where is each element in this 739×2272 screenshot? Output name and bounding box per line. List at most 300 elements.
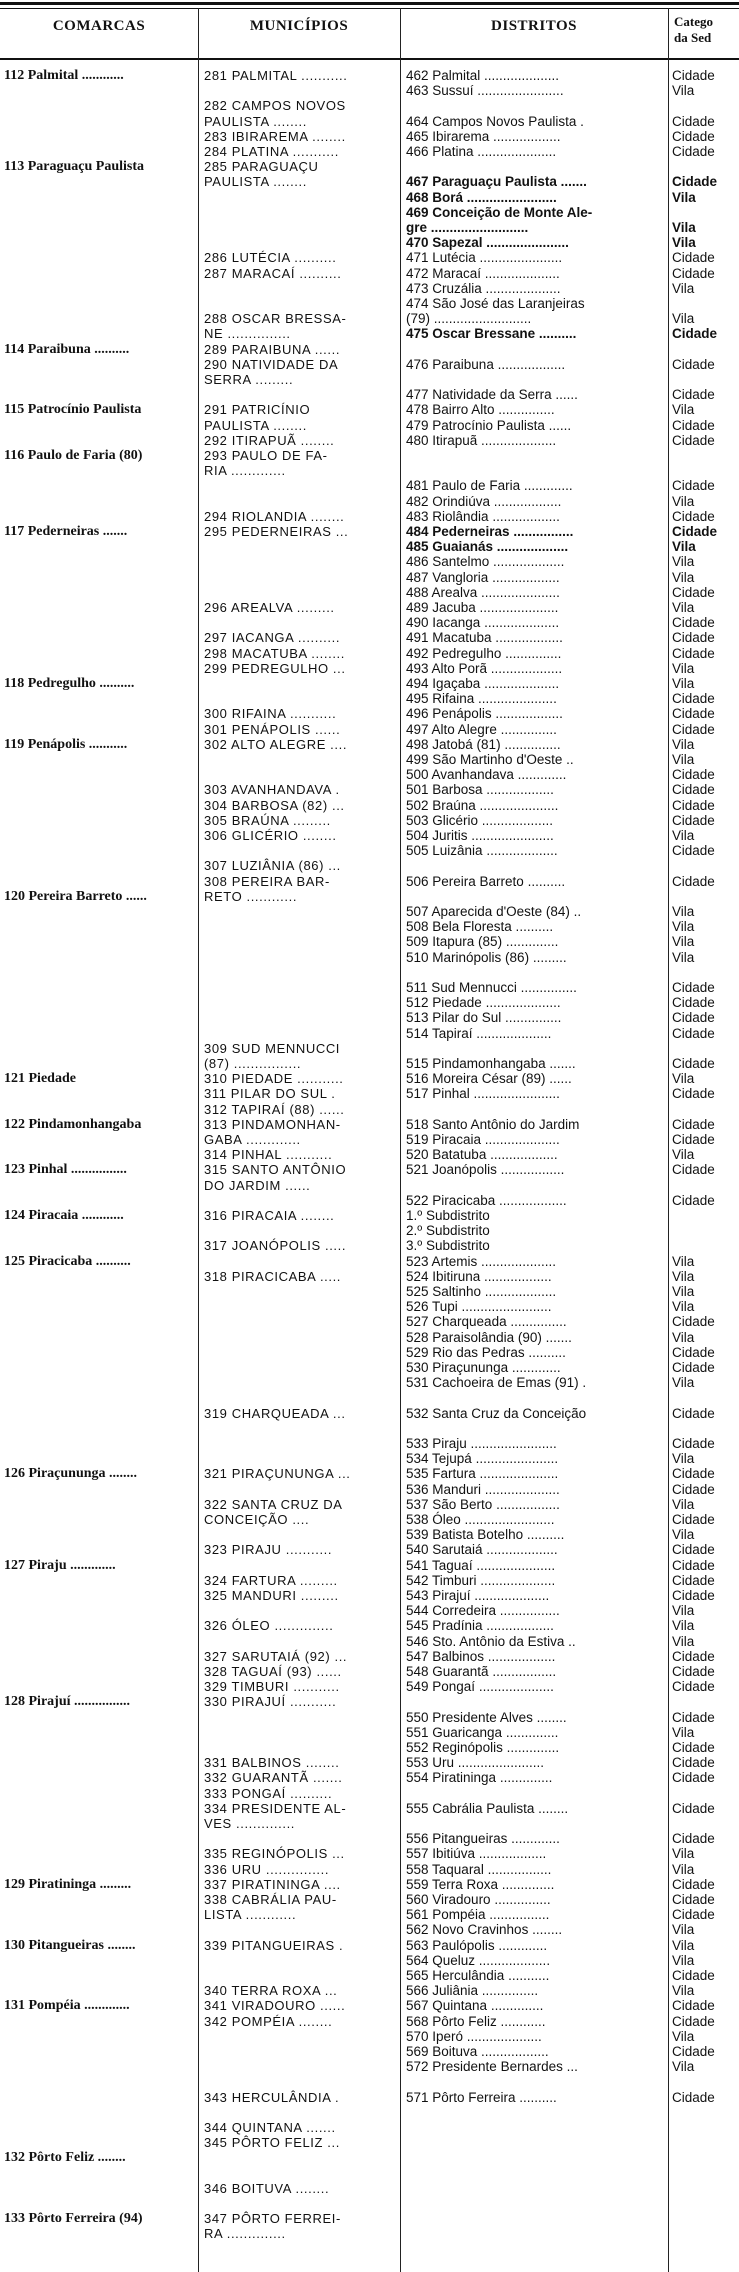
distrito-entry: 520 Batatuba .................. <box>406 1147 558 1163</box>
distrito-entry: 541 Taguaí ..................... <box>406 1557 556 1573</box>
distrito-entry: 542 Timburi .................... <box>406 1572 556 1588</box>
distrito-entry: 518 Santo Antônio do Jardim <box>406 1116 580 1132</box>
distrito-entry: 528 Paraisolândia (90) ....... <box>406 1329 572 1345</box>
categoria-entry: Cidade <box>672 1572 715 1588</box>
distrito-entry: 488 Arealva ..................... <box>406 584 560 600</box>
categoria-entry: Cidade <box>672 1132 715 1147</box>
comarca-entry: 130 Pitangueiras ........ <box>4 1937 136 1953</box>
municipio-entry: 334 PRESIDENTE AL- <box>204 1800 347 1816</box>
distrito-entry: 555 Cabrália Paulista ........ <box>406 1800 569 1816</box>
categoria-entry: Cidade <box>672 1800 715 1816</box>
distrito-entry: 465 Ibirarema .................. <box>406 128 561 144</box>
categoria-entry: Cidade <box>672 174 718 190</box>
distrito-entry: 527 Charqueada ............... <box>406 1314 567 1330</box>
municipio-entry: 303 AVANHANDAVA . <box>204 782 340 798</box>
comarca-entry: 133 Pôrto Ferreira (94) <box>4 2211 143 2227</box>
categoria-entry: Cidade <box>672 265 715 281</box>
categoria-entry: Vila <box>672 493 695 509</box>
categoria-entry: Vila <box>672 949 695 965</box>
categoria-entry: Cidade <box>672 812 715 828</box>
categoria-entry: Cidade <box>672 1968 715 1983</box>
column-divider <box>668 8 669 2272</box>
categoria-entry: Cidade <box>672 1086 715 1102</box>
categoria-entry: Vila <box>672 904 695 919</box>
distrito-entry: 531 Cachoeira de Emas (91) . <box>406 1375 587 1391</box>
header-categoria <box>674 14 739 46</box>
top-rule <box>0 2 739 5</box>
distrito-entry: 545 Pradínia .................. <box>406 1618 554 1634</box>
comarca-entry: 119 Penápolis ........... <box>4 736 128 752</box>
categoria-entry: Vila <box>672 1603 695 1619</box>
distrito-entry: 556 Pitangueiras ............. <box>406 1831 560 1847</box>
municipio-entry: 284 PLATINA ........... <box>204 144 339 159</box>
categoria-entry: Cidade <box>672 1314 715 1330</box>
categoria-entry: Cidade <box>672 417 715 433</box>
municipio-entry: 294 RIOLANDIA ........ <box>204 508 345 524</box>
categoria-entry: Cidade <box>672 843 715 859</box>
municipio-entry: 347 PÔRTO FERREI- <box>204 2211 341 2227</box>
categoria-entry: Cidade <box>672 508 715 524</box>
municipio-entry: (87) ................ <box>204 1056 302 1071</box>
municipio-entry: 341 VIRADOURO ...... <box>204 1998 346 2014</box>
distrito-entry: 485 Guaianás ................... <box>406 539 569 555</box>
municipio-entry: 295 PEDERNEIRAS ... <box>204 524 349 539</box>
comarca-entry: 113 Paraguaçu Paulista <box>4 159 145 175</box>
categoria-entry: Vila <box>672 1937 695 1953</box>
distrito-entry: 490 Iacanga .................... <box>406 615 560 631</box>
categoria-entry: Cidade <box>672 1709 715 1725</box>
categoria-entry: Vila <box>672 235 696 251</box>
municipio-entry: 282 CAMPOS NOVOS <box>204 98 346 114</box>
distrito-entry: 538 Óleo ........................ <box>406 1512 555 1527</box>
distrito-entry: 491 Macatuba .................. <box>406 630 563 646</box>
categoria-entry: Vila <box>672 1861 695 1877</box>
municipio-entry: DO JARDIM ...... <box>204 1177 311 1193</box>
municipio-entry: 333 PONGAÍ .......... <box>204 1785 333 1801</box>
distrito-entry: 1.º Subdistrito <box>406 1208 490 1223</box>
municipio-entry: 345 PÔRTO FELIZ ... <box>204 2135 340 2151</box>
municipio-entry: LISTA ............ <box>204 1907 297 1923</box>
categoria-entry: Cidade <box>672 995 715 1011</box>
distrito-entry: 492 Pedregulho ............... <box>406 645 562 661</box>
distrito-entry: 493 Alto Porã ................... <box>406 660 563 676</box>
distrito-entry: 566 Juliânia ............... <box>406 1983 539 1999</box>
categoria-entry: Vila <box>672 1922 695 1938</box>
distrito-entry: 474 São José das Laranjeiras <box>406 296 585 311</box>
municipio-entry: 311 PILAR DO SUL . <box>204 1086 336 1102</box>
comarca-entry: 121 Piedade <box>4 1071 76 1087</box>
municipio-entry: 285 PARAGUAÇU <box>204 159 319 175</box>
distrito-entry: 533 Piraju ....................... <box>406 1436 557 1451</box>
categoria-entry: Vila <box>672 1983 695 1999</box>
distrito-entry: 557 Ibitiúva .................. <box>406 1846 547 1862</box>
distrito-entry: 549 Pongaí .................... <box>406 1679 554 1695</box>
distrito-entry: 517 Pinhal ....................... <box>406 1086 560 1102</box>
distrito-entry: 497 Alto Alegre ............... <box>406 721 557 737</box>
categoria-entry: Cidade <box>672 2089 715 2105</box>
municipio-entry: 342 POMPÉIA ........ <box>204 2013 333 2029</box>
categoria-entry: Vila <box>672 569 695 585</box>
comarca-entry: 120 Pereira Barreto ...... <box>4 888 147 904</box>
municipio-entry: PAULISTA ........ <box>204 113 307 129</box>
distrito-entry: 512 Piedade .................... <box>406 995 561 1011</box>
categoria-entry: Cidade <box>672 128 715 144</box>
distrito-entry: 554 Piratininga .............. <box>406 1770 553 1786</box>
municipio-entry: 290 NATIVIDADE DA <box>204 356 339 372</box>
distrito-entry: 558 Taquaral ................. <box>406 1861 552 1877</box>
categoria-entry: Vila <box>672 1147 695 1163</box>
municipio-entry: 305 BRAÚNA ......... <box>204 812 331 828</box>
distrito-entry: 563 Paulópolis ............. <box>406 1937 548 1953</box>
categoria-entry: Vila <box>672 402 695 418</box>
comarca-entry: 128 Pirajuí ................ <box>4 1694 130 1710</box>
categoria-entry: Vila <box>672 676 695 691</box>
municipio-entry: 323 PIRAJU ........... <box>204 1542 333 1558</box>
categoria-entry: Cidade <box>672 1360 715 1375</box>
municipio-entry: 337 PIRATININGA .... <box>204 1876 341 1892</box>
municipio-entry: VES .............. <box>204 1816 295 1831</box>
municipio-entry: 322 SANTA CRUZ DA <box>204 1496 343 1512</box>
categoria-entry: Cidade <box>672 387 715 403</box>
categoria-entry: Cidade <box>672 1892 715 1907</box>
header-categoria-line1: Catego <box>674 14 713 29</box>
distrito-entry: (79) .......................... <box>406 311 532 327</box>
comarca-entry: 118 Pedregulho .......... <box>4 676 135 691</box>
categoria-entry: Cidade <box>672 1466 715 1482</box>
categoria-entry: Cidade <box>672 1998 715 2014</box>
municipio-entry: 325 MANDURI ......... <box>204 1588 339 1603</box>
comarca-entry: 115 Patrocínio Paulista <box>4 402 142 418</box>
distrito-entry: 521 Joanópolis ................. <box>406 1162 565 1178</box>
distrito-entry: 466 Platina ..................... <box>406 144 557 159</box>
distrito-entry: 530 Piraçununga ............. <box>406 1360 561 1375</box>
categoria-entry: Cidade <box>672 1740 715 1755</box>
categoria-entry: Vila <box>672 220 696 235</box>
distrito-entry: 572 Presidente Bernardes ... <box>406 2059 578 2075</box>
distrito-entry: 475 Oscar Bressane .......... <box>406 326 577 342</box>
categoria-entry: Cidade <box>672 1770 715 1786</box>
distrito-entry: 570 Iperó .................... <box>406 2028 542 2044</box>
municipio-entry: 316 PIRACAIA ........ <box>204 1208 335 1223</box>
distrito-entry: 483 Riolândia .................. <box>406 508 560 524</box>
distrito-entry: 562 Novo Cravinhos ........ <box>406 1922 563 1938</box>
categoria-entry: Cidade <box>672 1010 715 1026</box>
header-categoria-line2: da Sed <box>674 30 712 45</box>
municipio-entry: GABA ............. <box>204 1132 301 1147</box>
distrito-entry: 495 Rifaina ..................... <box>406 691 557 707</box>
municipio-entry: 296 AREALVA ......... <box>204 600 335 615</box>
categoria-entry: Vila <box>672 1527 695 1543</box>
municipio-entry: 306 GLICÉRIO ........ <box>204 828 337 843</box>
categoria-entry: Vila <box>672 934 695 950</box>
municipio-entry: 287 MARACAÍ .......... <box>204 265 342 281</box>
distrito-entry: 524 Ibitiruna .................. <box>406 1268 552 1284</box>
municipio-entry: 324 FARTURA ......... <box>204 1572 338 1588</box>
categoria-entry: Vila <box>672 1724 695 1740</box>
distrito-entry: 484 Pederneiras ................ <box>406 524 574 539</box>
distrito-entry: 504 Juritis ...................... <box>406 828 554 843</box>
comarca-entry: 112 Palmital ............ <box>4 68 124 83</box>
distrito-entry: 477 Natividade da Serra ...... <box>406 387 578 403</box>
distrito-entry: 3.º Subdistrito <box>406 1238 490 1254</box>
categoria-entry: Cidade <box>672 1192 715 1208</box>
municipio-entry: 288 OSCAR BRESSA- <box>204 311 347 327</box>
distrito-entry: 544 Corredeira ................ <box>406 1603 560 1619</box>
municipio-entry: 331 BALBINOS ........ <box>204 1755 340 1771</box>
municipio-entry: 281 PALMITAL ........... <box>204 68 348 83</box>
categoria-entry: Cidade <box>672 1648 715 1664</box>
distrito-entry: 540 Sarutaiá ................... <box>406 1542 558 1558</box>
municipio-entry: 286 LUTÉCIA .......... <box>204 250 337 266</box>
categoria-entry: Cidade <box>672 250 715 266</box>
distrito-entry: 522 Piracicaba .................. <box>406 1192 567 1208</box>
categoria-entry: Vila <box>672 1618 695 1634</box>
distrito-entry: 560 Viradouro ............... <box>406 1892 551 1907</box>
categoria-entry: Cidade <box>672 1876 715 1892</box>
categoria-entry: Cidade <box>672 1056 715 1071</box>
municipio-entry: SERRA ......... <box>204 372 294 387</box>
comarca-entry: 124 Piracaia ............ <box>4 1208 124 1223</box>
municipio-entry: RIA ............. <box>204 463 286 479</box>
categoria-entry: Cidade <box>672 873 715 889</box>
distrito-entry: 494 Igaçaba .................... <box>406 676 560 691</box>
header-municipios: MUNICÍPIOS <box>249 18 349 34</box>
categoria-entry: Cidade <box>672 1588 715 1603</box>
municipio-entry: RA .............. <box>204 2226 286 2242</box>
municipio-entry: 315 SANTO ANTÔNIO <box>204 1162 347 1178</box>
municipio-entry: 338 CABRÁLIA PAU- <box>204 1892 337 1907</box>
distrito-entry: 536 Manduri .................... <box>406 1481 560 1497</box>
categoria-entry: Vila <box>672 83 695 99</box>
municipio-entry: RETO ............ <box>204 888 298 904</box>
distrito-entry: 2.º Subdistrito <box>406 1223 490 1239</box>
municipio-entry: 299 PEDREGULHO ... <box>204 660 346 676</box>
municipio-entry: 327 SARUTAIÁ (92) ... <box>204 1648 348 1664</box>
categoria-entry: Cidade <box>672 68 715 83</box>
distrito-entry: 508 Bela Floresta .......... <box>406 919 554 935</box>
distrito-entry: 487 Vangloria .................. <box>406 569 560 585</box>
municipio-entry: 321 PIRAÇUNUNGA ... <box>204 1466 351 1482</box>
header-comarcas: COMARCAS <box>52 18 146 34</box>
distrito-entry: 532 Santa Cruz da Conceição <box>406 1405 587 1421</box>
distrito-entry: 469 Conceição de Monte Ale- <box>406 204 593 220</box>
categoria-entry: Cidade <box>672 432 715 448</box>
municipio-entry: 302 ALTO ALEGRE .... <box>204 736 348 752</box>
categoria-entry: Cidade <box>672 478 715 494</box>
categoria-entry: Cidade <box>672 1542 715 1558</box>
categoria-entry: Cidade <box>672 1664 715 1679</box>
categoria-entry: Vila <box>672 539 696 555</box>
categoria-entry: Vila <box>672 660 695 676</box>
categoria-entry: Vila <box>672 1846 695 1862</box>
categoria-entry: Cidade <box>672 584 715 600</box>
municipio-entry: 318 PIRACICABA ..... <box>204 1268 341 1284</box>
distrito-entry: 479 Patrocínio Paulista ...... <box>406 417 572 433</box>
categoria-entry: Vila <box>672 919 695 935</box>
categoria-entry: Vila <box>672 1633 695 1649</box>
distrito-entry: 564 Queluz ................... <box>406 1952 551 1968</box>
categoria-entry: Cidade <box>672 1436 715 1451</box>
categoria-entry: Vila <box>672 554 695 570</box>
categoria-entry: Cidade <box>672 1755 715 1771</box>
categoria-entry: Vila <box>672 1284 695 1299</box>
categoria-entry: Cidade <box>672 356 715 372</box>
categoria-entry: Vila <box>672 2028 695 2044</box>
categoria-entry: Cidade <box>672 1557 715 1573</box>
categoria-entry: Cidade <box>672 767 715 783</box>
distrito-entry: 470 Sapezal ...................... <box>406 235 569 251</box>
municipio-entry: 297 IACANGA .......... <box>204 630 341 646</box>
municipio-entry: 300 RIFAINA ........... <box>204 706 337 722</box>
distrito-entry: 571 Pôrto Ferreira .......... <box>406 2089 557 2105</box>
categoria-entry: Cidade <box>672 2013 715 2029</box>
municipio-entry: 293 PAULO DE FA- <box>204 448 328 463</box>
distrito-entry: 509 Itapura (85) .............. <box>406 934 559 950</box>
categoria-entry: Cidade <box>672 1679 715 1695</box>
distrito-entry: 550 Presidente Alves ........ <box>406 1709 567 1725</box>
comarca-entry: 114 Paraibuna .......... <box>4 341 130 357</box>
comarca-entry: 132 Pôrto Feliz ........ <box>4 2150 126 2166</box>
header-distritos: DISTRITOS <box>491 18 577 34</box>
distrito-entry: 506 Pereira Barreto .......... <box>406 873 566 889</box>
distrito-entry: 525 Saltinho ................... <box>406 1284 557 1299</box>
categoria-entry: Vila <box>672 1952 695 1968</box>
municipio-entry: 326 ÓLEO .............. <box>204 1618 334 1634</box>
distrito-entry: 565 Herculândia ........... <box>406 1968 550 1983</box>
municipio-entry: 313 PINDAMONHAN- <box>204 1116 341 1132</box>
column-divider <box>198 8 199 2272</box>
comarca-entry: 116 Paulo de Faria (80) <box>4 448 143 463</box>
distrito-entry: 548 Guarantã ................. <box>406 1664 557 1679</box>
distrito-entry: 464 Campos Novos Paulista . <box>406 113 584 129</box>
categoria-entry: Vila <box>672 1268 695 1284</box>
top-rule-thin <box>0 8 739 9</box>
municipio-entry: 291 PATRICÍNIO <box>204 402 311 418</box>
municipio-entry: CONCEIÇÃO .... <box>204 1512 310 1527</box>
distrito-entry: 534 Tejupá ...................... <box>406 1451 559 1467</box>
distrito-entry: 507 Aparecida d'Oeste (84) .. <box>406 904 582 919</box>
distrito-entry: 523 Artemis .................... <box>406 1253 557 1269</box>
categoria-entry: Vila <box>672 1299 695 1315</box>
comarca-entry: 123 Pinhal ................ <box>4 1162 127 1178</box>
header-rule <box>0 58 739 60</box>
categoria-entry: Vila <box>672 752 695 767</box>
categoria-entry: Cidade <box>672 1907 715 1923</box>
categoria-entry: Vila <box>672 1375 695 1391</box>
comarca-entry: 126 Piraçununga ........ <box>4 1466 138 1482</box>
categoria-entry: Vila <box>672 736 695 752</box>
categoria-entry: Cidade <box>672 782 715 798</box>
distrito-entry: 472 Maracaí .................... <box>406 265 560 281</box>
municipio-entry: 298 MACATUBA ........ <box>204 645 345 661</box>
categoria-entry: Vila <box>672 828 695 843</box>
distrito-entry: 513 Pilar do Sul ............... <box>406 1010 562 1026</box>
municipio-entry: 328 TAGUAÍ (93) ...... <box>204 1664 342 1679</box>
categoria-entry: Cidade <box>672 1344 715 1360</box>
distrito-entry: 529 Rio das Pedras .......... <box>406 1344 566 1360</box>
comarca-entry: 125 Piracicaba .......... <box>4 1253 131 1269</box>
distrito-entry: 505 Luizânia ................... <box>406 843 558 859</box>
categoria-entry: Cidade <box>672 691 715 707</box>
categoria-entry: Cidade <box>672 797 715 813</box>
comarca-entry: 117 Pederneiras ....... <box>4 524 128 539</box>
distrito-entry: gre .......................... <box>406 220 529 235</box>
categoria-entry: Vila <box>672 1451 695 1467</box>
categoria-entry: Cidade <box>672 1512 715 1527</box>
distrito-entry: 467 Paraguaçu Paulista ....... <box>406 174 587 190</box>
municipio-entry: 329 TIMBURI ........... <box>204 1679 340 1695</box>
municipio-entry: PAULISTA ........ <box>204 174 307 190</box>
distrito-entry: 537 São Berto ................. <box>406 1496 560 1512</box>
municipio-entry: 309 SUD MENNUCCI <box>204 1040 341 1056</box>
categoria-entry: Cidade <box>672 113 715 129</box>
distrito-entry: 569 Boituva .................. <box>406 2044 549 2059</box>
municipio-entry: 340 TERRA ROXA ... <box>204 1983 338 1999</box>
distrito-entry: 514 Tapiraí .................... <box>406 1025 552 1041</box>
distrito-entry: 551 Guaricanga .............. <box>406 1724 559 1740</box>
distrito-entry: 539 Batista Botelho .......... <box>406 1527 565 1543</box>
categoria-entry: Cidade <box>672 144 715 159</box>
distrito-entry: 482 Orindiúva .................. <box>406 493 562 509</box>
categoria-entry: Cidade <box>672 1025 715 1041</box>
distrito-entry: 516 Moreira César (89) ...... <box>406 1071 572 1087</box>
municipio-entry: 314 PINHAL ........... <box>204 1147 333 1163</box>
distrito-entry: 553 Uru ....................... <box>406 1755 545 1771</box>
categoria-entry: Vila <box>672 189 696 205</box>
categoria-entry: Cidade <box>672 706 715 722</box>
municipio-entry: NE ............... <box>204 326 291 342</box>
municipio-entry: 304 BARBOSA (82) ... <box>204 797 345 813</box>
distrito-entry: 503 Glicério ................... <box>406 812 554 828</box>
distrito-entry: 476 Paraibuna .................. <box>406 356 566 372</box>
categoria-entry: Vila <box>672 2059 695 2075</box>
comarca-entry: 129 Piratininga ......... <box>4 1876 132 1892</box>
distrito-entry: 543 Pirajuí .................... <box>406 1588 550 1603</box>
distrito-entry: 526 Tupi ........................ <box>406 1299 552 1315</box>
distrito-entry: 462 Palmital .................... <box>406 68 560 83</box>
categoria-entry: Cidade <box>672 615 715 631</box>
categoria-entry: Vila <box>672 600 695 615</box>
municipio-entry: 319 CHARQUEADA ... <box>204 1405 346 1421</box>
municipio-entry: 301 PENÁPOLIS ...... <box>204 721 341 737</box>
distrito-entry: 486 Santelmo ................... <box>406 554 565 570</box>
distrito-entry: 535 Fartura ..................... <box>406 1466 559 1482</box>
distrito-entry: 552 Reginópolis .............. <box>406 1740 560 1755</box>
categoria-entry: Vila <box>672 1253 695 1269</box>
municipio-entry: 332 GUARANTÃ ....... <box>204 1770 343 1786</box>
distrito-entry: 515 Pindamonhangaba ....... <box>406 1056 576 1071</box>
municipio-entry: 317 JOANÓPOLIS ..... <box>204 1238 347 1254</box>
distrito-entry: 489 Jacuba ..................... <box>406 600 559 615</box>
categoria-entry: Cidade <box>672 524 718 539</box>
comarca-entry: 127 Piraju ............. <box>4 1557 116 1573</box>
column-divider <box>400 8 401 2272</box>
distrito-entry: 478 Bairro Alto ............... <box>406 402 555 418</box>
categoria-entry: Cidade <box>672 1116 715 1132</box>
municipio-entry: 312 TAPIRAÍ (88) ...... <box>204 1101 345 1117</box>
municipio-entry: 339 PITANGUEIRAS . <box>204 1937 344 1953</box>
distrito-entry: 559 Terra Roxa .............. <box>406 1876 555 1892</box>
distrito-entry: 480 Itirapuã .................... <box>406 432 557 448</box>
distrito-entry: 498 Jatobá (81) ............... <box>406 736 561 752</box>
distrito-entry: 496 Penápolis .................. <box>406 706 563 722</box>
distrito-entry: 468 Borá ........................ <box>406 189 557 205</box>
categoria-entry: Vila <box>672 1496 695 1512</box>
distrito-entry: 501 Barbosa .................. <box>406 782 554 798</box>
municipio-entry: 343 HERCULÂNDIA . <box>204 2089 340 2105</box>
distrito-entry: 546 Sto. Antônio da Estiva .. <box>406 1633 576 1649</box>
categoria-entry: Cidade <box>672 1481 715 1497</box>
